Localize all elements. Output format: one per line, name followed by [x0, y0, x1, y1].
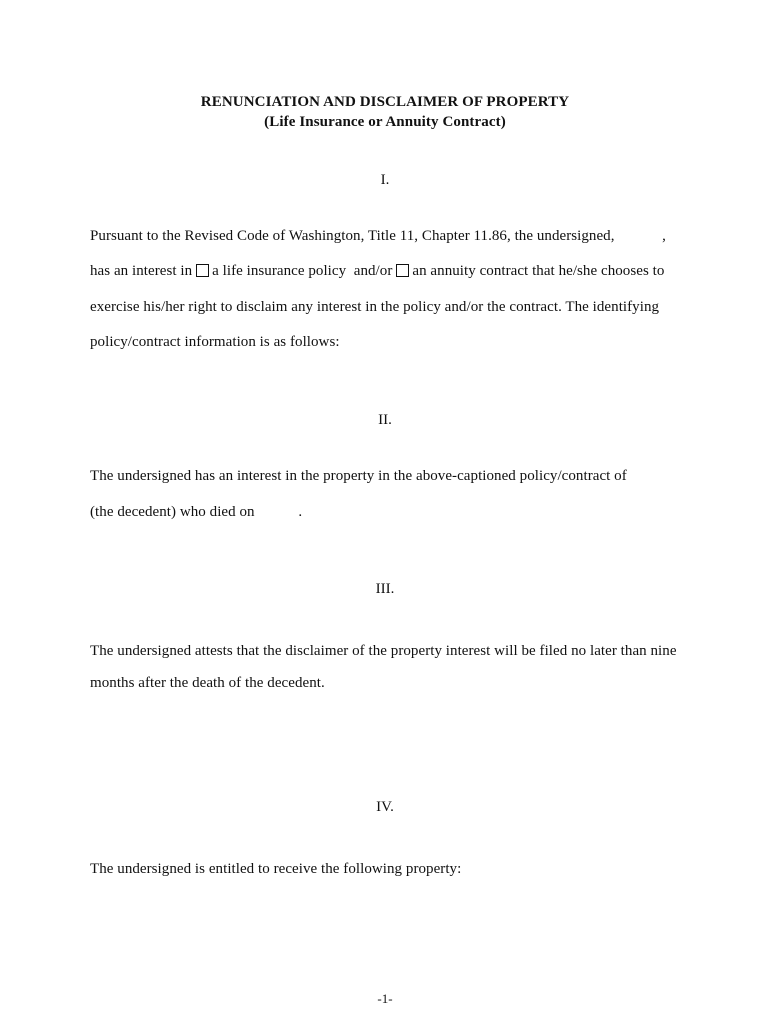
- section-two-heading: II.: [378, 412, 392, 428]
- section-three-line-2: months after the death of the decedent.: [90, 675, 325, 691]
- section-two-line-1: [90, 468, 671, 485]
- section-one-line-1: [90, 228, 666, 245]
- date-of-death-field[interactable]: [258, 504, 298, 518]
- section-one-line-2-prefix: has an interest in: [90, 263, 193, 279]
- section-two-line-2-text: (the decedent) who died on: [90, 504, 255, 520]
- section-four-line-1: The undersigned is entitled to receive the following property:: [90, 861, 462, 877]
- document-title: RENUNCIATION AND DISCLAIMER OF PROPERTY: [200, 94, 570, 110]
- section-three-line-1: The undersigned attests that the disclaimer of the property interest will be filed no later than nine: [90, 643, 677, 659]
- section-one-line-2: [90, 263, 664, 280]
- life-insurance-checkbox[interactable]: [196, 264, 209, 277]
- life-insurance-label: a life insurance policy: [212, 263, 347, 279]
- section-one-line-3: exercise his/her right to disclaim any interest in the policy and/or the contract. The identifying: [90, 299, 660, 315]
- section-four-heading: IV.: [376, 799, 394, 815]
- document-subtitle: (Life Insurance or Annuity Contract): [264, 114, 506, 130]
- section-two-line-1-text: The undersigned has an interest in the property in the above-captioned policy/contract of: [90, 468, 627, 484]
- page-number: -1-: [377, 991, 393, 1006]
- section-one-heading: I.: [380, 172, 390, 188]
- section-one-line-4: policy/contract information is as follows:: [90, 334, 340, 350]
- section-two-line-2-period: .: [298, 504, 303, 520]
- section-two-line-2: [90, 504, 302, 521]
- annuity-contract-label: an annuity contract that he/she chooses to: [412, 263, 665, 279]
- policy-contract-field[interactable]: [631, 468, 671, 482]
- annuity-contract-checkbox[interactable]: [396, 264, 409, 277]
- section-three-heading: III.: [375, 581, 395, 597]
- undersigned-name-field[interactable]: [618, 228, 658, 242]
- section-one-line-1-comma: ,: [662, 228, 666, 244]
- section-one-line-1-text: Pursuant to the Revised Code of Washington, Title 11, Chapter 11.86, the undersigned,: [90, 228, 615, 244]
- andor-text: and/or: [353, 263, 393, 279]
